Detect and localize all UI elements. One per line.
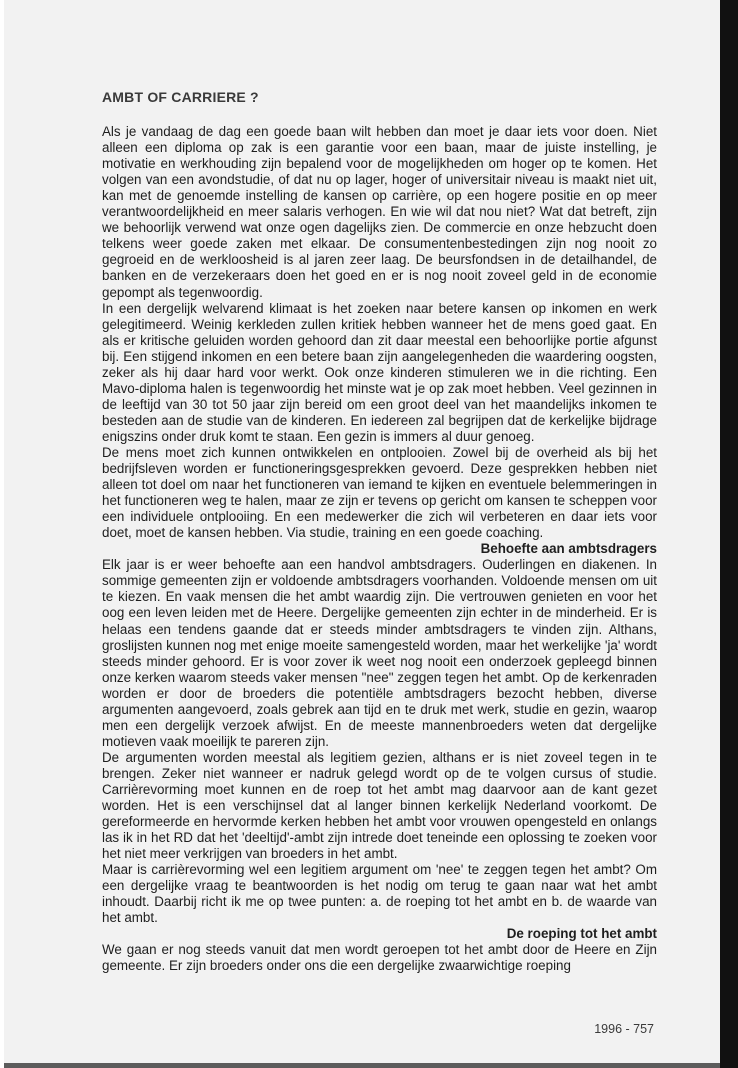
subheading-behoefte-aan-ambtsdragers: Behoefte aan ambtsdragers <box>480 541 657 557</box>
scan-edge-right <box>720 0 738 1068</box>
paragraph-intro-3: De mens moet zich kunnen ontwikkelen en ontplooien. Zowel bij de overheid als bij het bedrijfsleven worden er functioneringsgesprekken gevoerd. Deze gesprekken hebben niet alleen tot doel om naar het functioneren van iemand te kijken en eventuele belemmeringen in het functioneren weg te halen, maar ze zijn er tevens op gericht om kansen te scheppen voor een individuele ontplooiing. En een medewerker die zich wil verbeteren en daar iets voor doet, moet de kansen hebben. Via studie, training en een goede coaching. <box>102 444 657 541</box>
article-title: AMBT OF CARRIERE ? <box>102 89 259 105</box>
page-number-footer: 1996 - 757 <box>594 1022 654 1036</box>
paragraph-section2-1: We gaan er nog steeds vanuit dat men wordt geroepen tot het ambt door de Heere en Zijn gemeente. Er zijn broeders onder ons die een dergelijke zwaarwichtige roeping <box>102 942 657 974</box>
scan-edge-bottom <box>4 1063 720 1068</box>
paragraph-intro-1: Als je vandaag de dag een goede baan wilt hebben dan moet je daar iets voor doen. Niet alleen een diploma op zak is een garantie voor een baan, maar de juiste instelling, je motivatie en werkhouding zijn bepalend voor de mogelijkheden om hoger op te komen. Het volgen van een avondstudie, of dat nu op lager, hoger of universitair niveau is maakt niet uit, kan met de genoemde instelling de kansen op carrière, op een hogere positie en op meer verantwoordelijkheid en meer salaris verhogen. En wie wil dat nou niet? Wat dat betreft, zijn we behoorlijk verwend wat onze ogen dagelijks zien. De commercie en onze hebzucht doen telkens weer goede zaken met elkaar. De consumentenbestedingen zijn nog nooit zo gegroeid en de werkloosheid is al jaren zeer laag. De beursfondsen in de detailhandel, de banken en de verzekeraars doen het goed en er is nog nooit zoveel geld in de economie gepompt als tegenwoordig. <box>102 124 657 300</box>
article-body <box>102 89 657 975</box>
paragraph-intro-2: In een dergelijk welvarend klimaat is het zoeken naar betere kansen op inkomen en werk gelegitimeerd. Weinig kerkleden zullen kritiek hebben wanneer het de mens goed gaat. En als er kritische geluiden worden gehoord dan zit daar meestal een behoorlijke portie afgunst bij. Een stijgend inkomen en een betere baan zijn aangelegenheden die waardering oogsten, zeker als hij daar hard voor werkt. Ook onze kinderen stimuleren we in die richting. Een Mavo-diploma halen is tegenwoordig het minste wat je op zak moet hebben. Veel gezinnen in de leeftijd van 30 tot 50 jaar zijn bereid om een groot deel van het maandelijks inkomen te besteden aan de studie van de kinderen. En iedereen zal begrijpen dat de kerkelijke bijdrage enigszins onder druk komt te staan. Een gezin is immers al duur genoeg. <box>102 300 657 444</box>
paragraph-section1-2: De argumenten worden meestal als legitiem gezien, althans er is niet zoveel tegen in te brengen. Zeker niet wanneer er nadruk gelegd wordt op de te volgen cursus of studie. Carrièrevorming moet kunnen en de roep tot het ambt mag daarvoor aan de kant gezet worden. Het is een verschijnsel dat al langer binnen kerkelijk Nederland voorkomt. De gereformeerde en hervormde kerken hebben het ambt voor vrouwen opengesteld en onlangs las ik in het RD dat het 'deeltijd'-ambt zijn intrede doet teneinde een oplossing te zoeken voor het niet meer verkrijgen van broeders in het ambt. <box>102 749 657 862</box>
paragraph-section1-3: Maar is carrièrevorming wel een legitiem argument om 'nee' te zeggen tegen het ambt? Om een dergelijke vraag te beantwoorden is het nodig om terug te gaan naar wat het ambt inhoudt. Daarbij richt ik me op twee punten: a. de roeping tot het ambt en b. de waarde van het ambt. <box>102 862 657 926</box>
subheading-de-roeping-tot-het-ambt: De roeping tot het ambt <box>506 926 657 942</box>
paragraph-section1-1: Elk jaar is er weer behoefte aan een handvol ambtsdragers. Ouderlingen en diakenen. In sommige gemeenten zijn er voldoende ambtsdragers voorhanden. Voldoende mensen om uit te kiezen. En vaak mensen die het ambt waardig zijn. Die vertrouwen genieten en voor het oog een leven leiden met de Heere. Dergelijke gemeenten zijn echter in de minderheid. Er is helaas een tendens gaande dat er steeds minder ambtsdragers te vinden zijn. Althans, groslijsten kunnen nog met enige moeite samengesteld worden, maar het werkelijke 'ja' wordt steeds minder gehoord. Er is voor zover ik weet nog nooit een onderzoek gepleegd binnen onze kerken waarom steeds vaker mensen "nee" zeggen tegen het ambt. Op de kerkenraden worden er door de broeders die potentiële ambtsdragers bezocht hebben, diverse argumenten aangevoerd, zoals gebrek aan tijd en te druk met werk, studie en gezin, waarop men een dergelijk verzoek afwijst. En de meeste mannenbroeders weten dat dergelijke motieven vaak moeilijk te pareren zijn. <box>102 557 657 749</box>
